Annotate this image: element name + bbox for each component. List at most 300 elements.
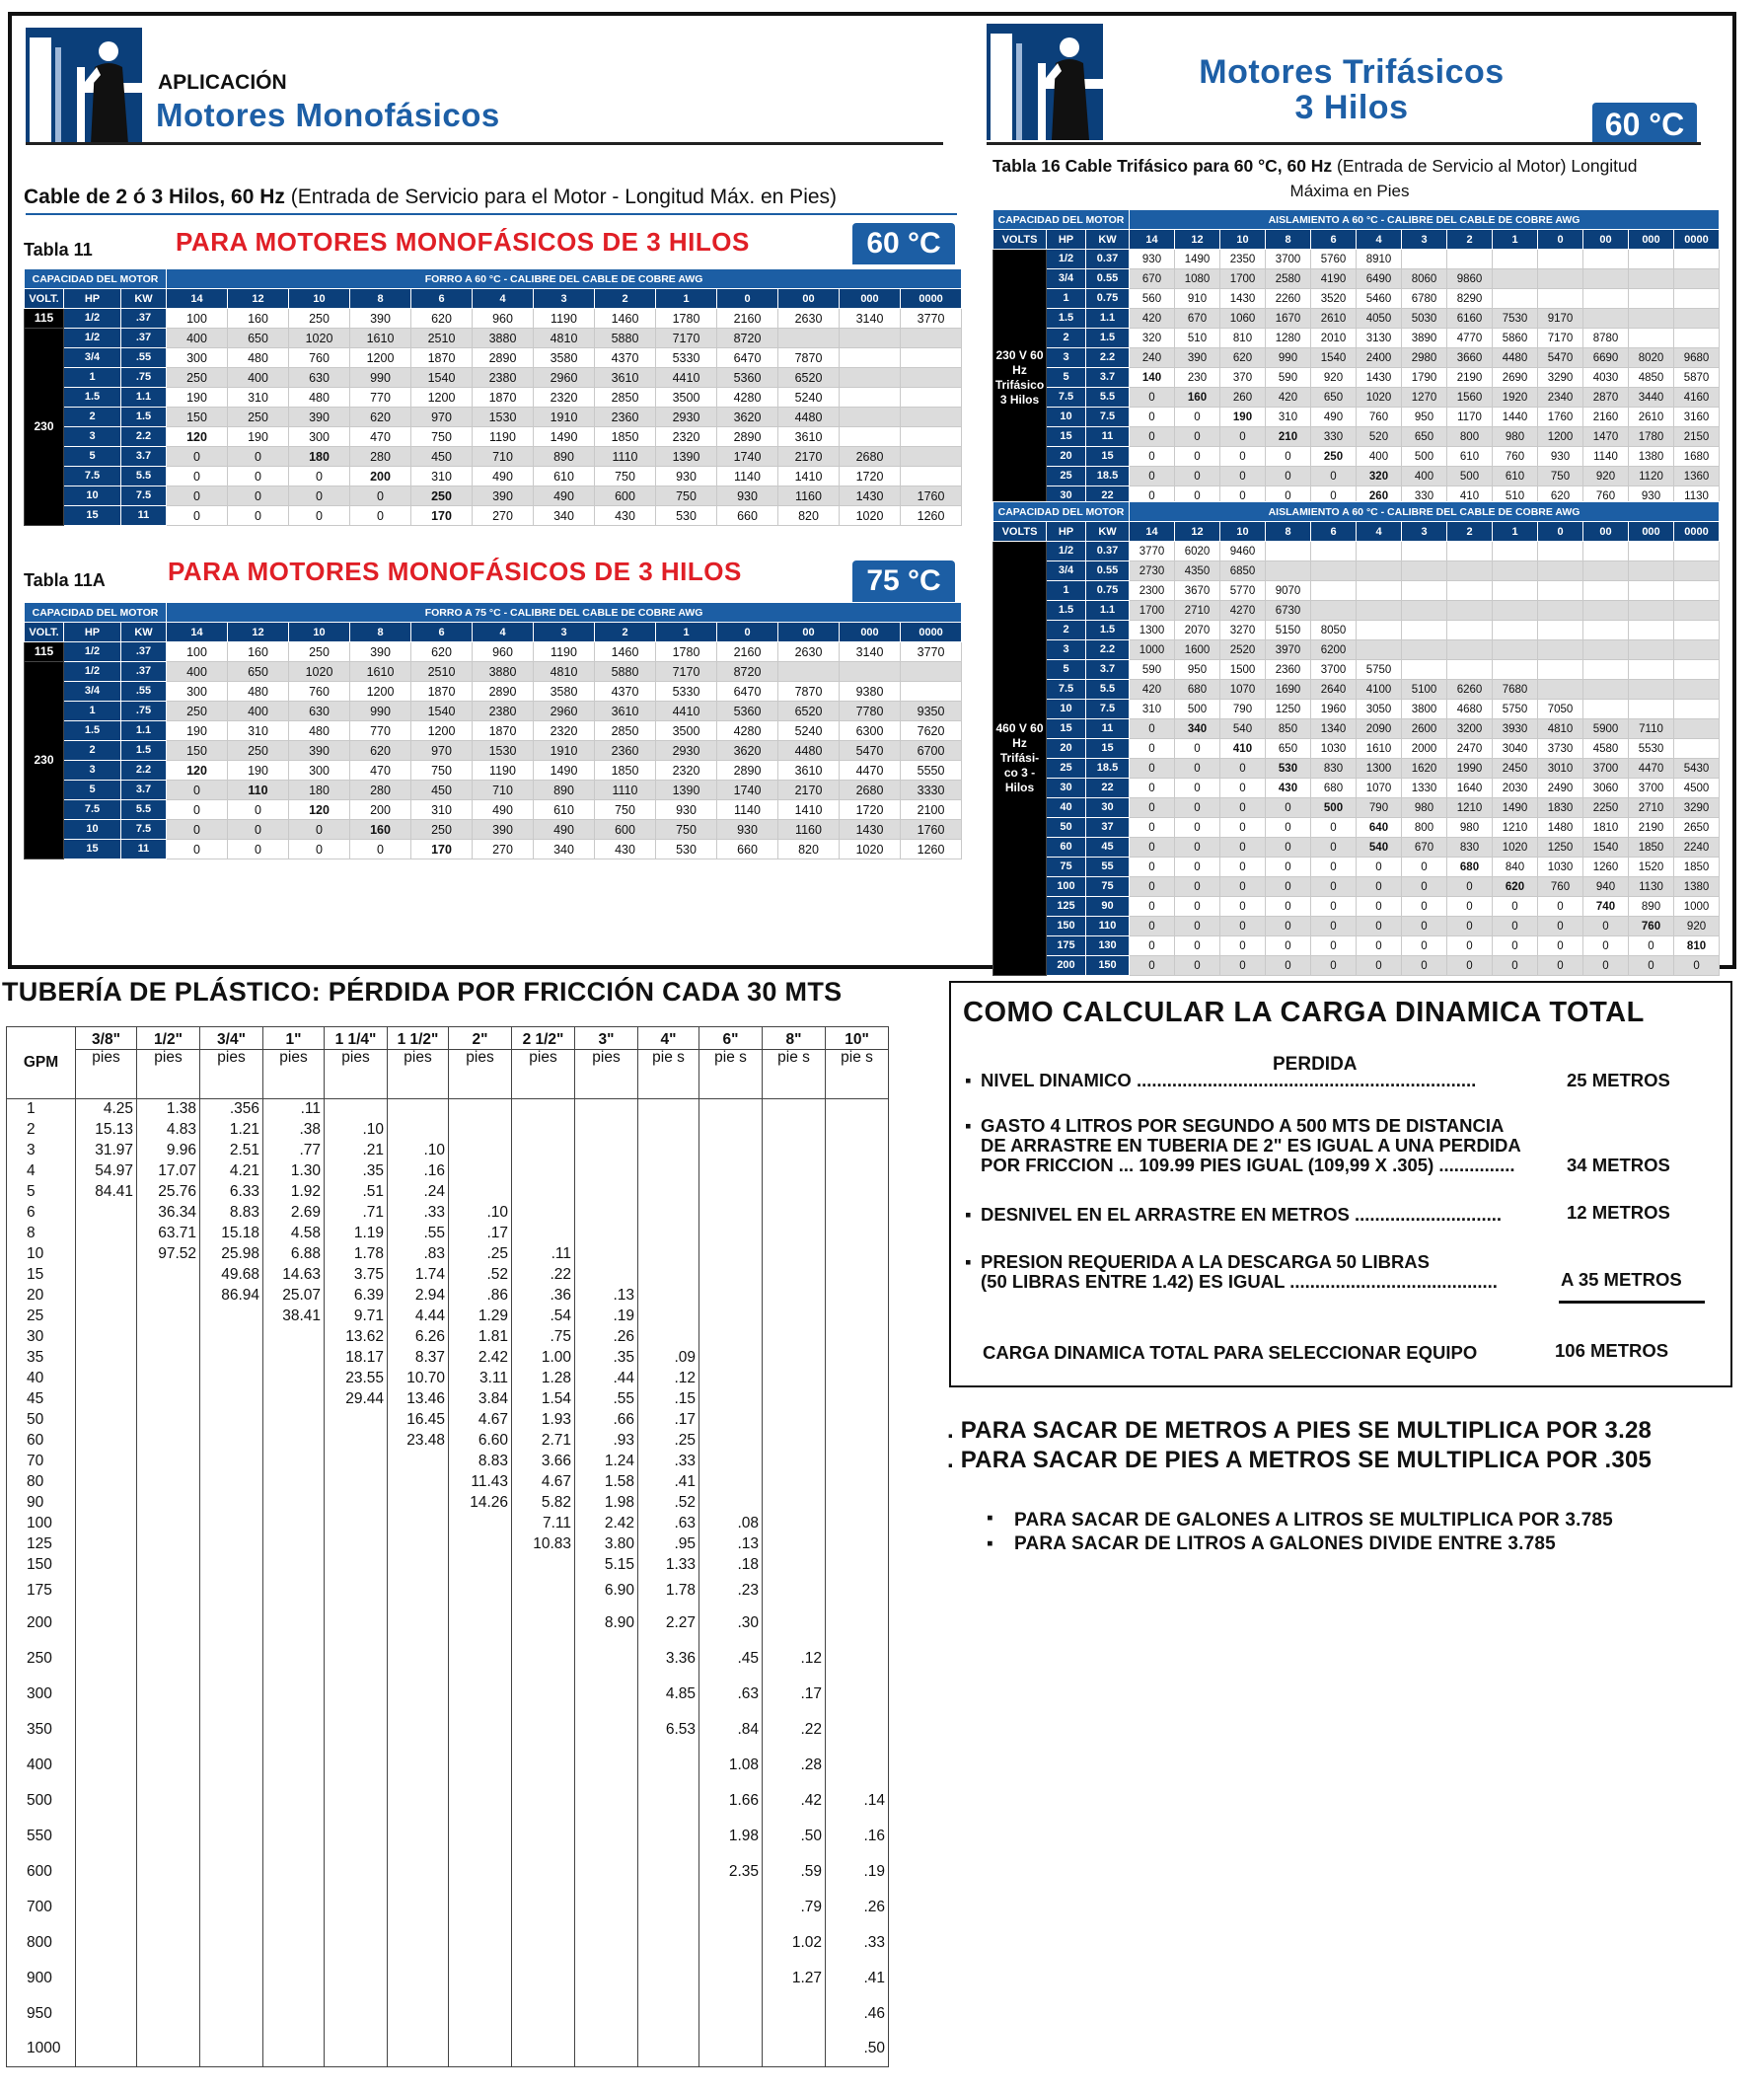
friction-cell: 1.66 <box>699 1783 763 1819</box>
table-cell: 2240 <box>1674 838 1720 858</box>
friction-cell <box>325 1996 388 2032</box>
table-cell: 120 <box>289 800 350 820</box>
table-cell: 0 <box>1130 858 1175 877</box>
friction-cell <box>76 1534 137 1555</box>
table-cell: 2030 <box>1493 779 1538 798</box>
friction-cell <box>76 1819 137 1854</box>
friction-cell <box>575 1203 638 1224</box>
friction-cell <box>263 1348 325 1369</box>
table-cell: 910 <box>1175 289 1220 309</box>
table-cell: 1 <box>1047 289 1086 309</box>
table-cell: 0 <box>167 467 228 486</box>
friction-cell: 1.33 <box>638 1555 699 1576</box>
friction-row <box>7 1307 889 1327</box>
table-cell: 0 <box>1220 838 1266 858</box>
table-cell: 1110 <box>595 447 656 467</box>
friction-cell: 1.98 <box>575 1493 638 1514</box>
table-cell: 400 <box>1402 467 1447 486</box>
table-cell: 2640 <box>1311 680 1357 700</box>
friction-row <box>7 1120 889 1141</box>
friction-cell <box>699 1961 763 1996</box>
friction-cell: 6.88 <box>263 1244 325 1265</box>
table-cell <box>1674 250 1720 269</box>
friction-cell: 200 <box>7 1606 76 1641</box>
friction-cell <box>76 1712 137 1748</box>
friction-cell <box>763 1493 826 1514</box>
table-cell: 3970 <box>1266 640 1311 660</box>
friction-cell: 150 <box>7 1555 76 1576</box>
table-cell: 1160 <box>778 820 840 840</box>
table-cell: 510 <box>1175 329 1220 348</box>
table-cell <box>1538 250 1583 269</box>
table-cell: 1720 <box>840 800 901 820</box>
table-cell: 470 <box>350 427 411 447</box>
friction-cell <box>76 1327 137 1348</box>
table-cell: 3880 <box>473 329 534 348</box>
table-cell: 0 <box>289 820 350 840</box>
table-cell <box>1629 269 1674 289</box>
friction-cell <box>826 1203 889 1224</box>
friction-cell: .18 <box>699 1555 763 1576</box>
table-cell: 410 <box>1447 486 1493 506</box>
table-cell <box>1402 250 1447 269</box>
table-cell: 7110 <box>1629 719 1674 739</box>
table-cell: 2170 <box>778 447 840 467</box>
friction-cell <box>137 1819 200 1854</box>
friction-cell <box>388 1854 449 1890</box>
friction-cell <box>512 1677 575 1712</box>
unit-header: pies <box>263 1050 325 1099</box>
friction-cell <box>76 1224 137 1244</box>
calc-item1: NIVEL DINAMICO ................................................................... <box>981 1070 1477 1090</box>
table-cell: 500 <box>1311 798 1357 818</box>
friction-cell: 6.33 <box>200 1182 263 1203</box>
table-cell: 0 <box>1130 719 1175 739</box>
friction-cell: .84 <box>699 1712 763 1748</box>
table-cell: 22 <box>1086 486 1130 506</box>
pipe-size-header: 1" <box>263 1027 325 1050</box>
column-header: 8 <box>350 289 411 309</box>
friction-cell <box>826 1307 889 1327</box>
table-cell: 1410 <box>778 467 840 486</box>
friction-cell: 2.42 <box>575 1514 638 1534</box>
table-cell: 18.5 <box>1086 467 1130 486</box>
table-cell: 6730 <box>1266 601 1311 621</box>
table-cell: 0 <box>289 486 350 506</box>
friction-cell <box>575 1819 638 1854</box>
table-cell: 7170 <box>656 329 717 348</box>
table-cell <box>1357 621 1402 640</box>
table-cell: 540 <box>1220 719 1266 739</box>
wire-header: AISLAMIENTO A 60 °C - CALIBRE DEL CABLE DE COBRE AWG <box>1130 210 1720 230</box>
table-row <box>25 348 962 368</box>
table-cell: 510 <box>1493 486 1538 506</box>
table-cell: 4050 <box>1357 309 1402 329</box>
table-cell: 1 <box>1047 581 1086 601</box>
table-cell: 340 <box>534 506 595 526</box>
friction-cell <box>76 1961 137 1996</box>
table-cell: 2650 <box>1674 818 1720 838</box>
friction-cell <box>638 1819 699 1854</box>
table-cell <box>1538 640 1583 660</box>
friction-cell <box>137 1576 200 1606</box>
table-cell: 180 <box>289 447 350 467</box>
table-cell: 660 <box>717 840 778 859</box>
table-cell: 320 <box>1357 467 1402 486</box>
friction-cell: .50 <box>826 2032 889 2067</box>
friction-cell <box>325 1641 388 1677</box>
friction-cell <box>263 1854 325 1890</box>
unit-header: pies <box>449 1050 512 1099</box>
table-cell: 2160 <box>717 309 778 329</box>
calc-bullet: ▪ <box>965 1115 972 1136</box>
friction-cell <box>325 1783 388 1819</box>
table-cell: 30 <box>1047 779 1086 798</box>
table-cell <box>1629 309 1674 329</box>
table-cell: 7170 <box>656 662 717 682</box>
friction-row <box>7 1452 889 1472</box>
table-cell: 590 <box>1266 368 1311 388</box>
table-cell <box>778 329 840 348</box>
table-cell: 1780 <box>1629 427 1674 447</box>
table-cell: 2850 <box>595 388 656 408</box>
note-liters-to-gallons: PARA SACAR DE LITROS A GALONES DIVIDE ENTRE 3.785 <box>1014 1533 1556 1554</box>
friction-cell <box>263 1819 325 1854</box>
table-cell: 2630 <box>778 309 840 329</box>
table-cell: 4190 <box>1311 269 1357 289</box>
table-cell: 110 <box>1086 917 1130 936</box>
column-header: 0 <box>717 289 778 309</box>
note-feet-to-meters: . PARA SACAR DE PIES A METROS SE MULTIPLICA POR .305 <box>947 1447 1653 1473</box>
table-cell: 920 <box>1311 368 1357 388</box>
friction-cell: 23.55 <box>325 1369 388 1389</box>
table-cell <box>1493 250 1538 269</box>
table-cell <box>840 368 901 388</box>
friction-cell <box>263 1606 325 1641</box>
table-row <box>25 329 962 348</box>
table-cell: 0 <box>1311 818 1357 838</box>
calc-item1-value: 25 METROS <box>1567 1070 1670 1090</box>
table-cell: 15 <box>64 840 121 859</box>
table-cell: 930 <box>717 486 778 506</box>
friction-cell <box>826 1576 889 1606</box>
friction-cell: 700 <box>7 1890 76 1925</box>
table-cell: 45 <box>1086 838 1130 858</box>
table-cell <box>1447 601 1493 621</box>
table-cell: 0 <box>1447 897 1493 917</box>
table-cell: 0 <box>1175 759 1220 779</box>
table-row <box>993 838 1720 858</box>
table-cell: 1430 <box>840 820 901 840</box>
table-cell: 0 <box>1402 936 1447 956</box>
friction-row <box>7 1514 889 1534</box>
friction-cell: 25 <box>7 1307 76 1327</box>
table-cell <box>1629 621 1674 640</box>
table-cell: 950 <box>1402 408 1447 427</box>
table-cell: 400 <box>1357 447 1402 467</box>
friction-cell <box>76 1854 137 1890</box>
table-cell: 620 <box>1220 348 1266 368</box>
table-cell: 1430 <box>1220 289 1266 309</box>
table-cell: 5330 <box>656 682 717 702</box>
table-cell: 120 <box>167 761 228 781</box>
friction-cell <box>263 1389 325 1410</box>
table-cell: 0 <box>1357 956 1402 976</box>
column-header: 2 <box>595 289 656 309</box>
table-cell: 3620 <box>717 408 778 427</box>
table-row <box>993 759 1720 779</box>
table-cell: 8290 <box>1447 289 1493 309</box>
tri-subtitle-rest: (Entrada de Servicio al Motor) Longitud <box>1332 156 1638 176</box>
table-cell <box>901 662 962 682</box>
volt-cell: 230 <box>25 329 64 526</box>
table-cell: 2870 <box>1583 388 1629 408</box>
friction-cell <box>763 1389 826 1410</box>
friction-cell <box>388 1961 449 1996</box>
table-cell: 5100 <box>1402 680 1447 700</box>
table-16-460v <box>992 501 1720 976</box>
friction-cell <box>699 1286 763 1307</box>
table-cell: 250 <box>228 741 289 761</box>
table-cell: 3670 <box>1175 581 1220 601</box>
friction-cell <box>826 1677 889 1712</box>
table-cell: 3 <box>1047 640 1086 660</box>
table-cell: 2320 <box>656 761 717 781</box>
friction-cell <box>512 1961 575 1996</box>
table-cell: 3/4 <box>1047 269 1086 289</box>
table-cell: 250 <box>411 820 473 840</box>
friction-row <box>7 1493 889 1514</box>
tri-subtitle <box>992 156 1638 177</box>
table-cell: 810 <box>1674 936 1720 956</box>
table-row <box>993 368 1720 388</box>
table-cell: 0 <box>1538 917 1583 936</box>
table-row <box>993 936 1720 956</box>
friction-cell <box>449 1925 512 1961</box>
table-cell: 125 <box>1047 897 1086 917</box>
divider <box>26 142 943 145</box>
table-cell: 1070 <box>1357 779 1402 798</box>
table-cell: 0 <box>1357 936 1402 956</box>
calc-bullet: ▪ <box>965 1251 972 1272</box>
table-cell: 2 <box>64 408 121 427</box>
divider <box>26 213 957 215</box>
friction-cell: 1.81 <box>449 1327 512 1348</box>
table-cell: 750 <box>595 467 656 486</box>
table-cell: 1490 <box>534 761 595 781</box>
table-cell: 1210 <box>1493 818 1538 838</box>
column-header: 8 <box>1266 522 1311 542</box>
table-cell: 6470 <box>717 348 778 368</box>
table-cell: 3 <box>64 427 121 447</box>
friction-cell: 1.38 <box>137 1099 200 1120</box>
friction-cell: 1.08 <box>699 1748 763 1783</box>
friction-cell <box>76 1307 137 1327</box>
table-cell <box>901 447 962 467</box>
friction-cell <box>826 1606 889 1641</box>
friction-cell: 800 <box>7 1925 76 1961</box>
table-cell: 3 <box>1047 348 1086 368</box>
friction-cell <box>449 1141 512 1161</box>
table-cell <box>901 348 962 368</box>
table-cell: 2360 <box>595 741 656 761</box>
column-header: 1 <box>656 289 717 309</box>
friction-cell: 29.44 <box>325 1389 388 1410</box>
friction-row <box>7 1925 889 1961</box>
note-meters-to-feet: . PARA SACAR DE METROS A PIES SE MULTIPLICA POR 3.28 <box>947 1417 1653 1444</box>
table-cell: 2690 <box>1493 368 1538 388</box>
friction-cell: 84.41 <box>76 1182 137 1203</box>
column-header: 6 <box>1311 230 1357 250</box>
friction-cell: 4.25 <box>76 1099 137 1120</box>
friction-cell <box>699 1431 763 1452</box>
friction-cell: 90 <box>7 1493 76 1514</box>
table-cell: 1870 <box>473 721 534 741</box>
table-cell <box>1629 289 1674 309</box>
table-cell: 0 <box>1175 858 1220 877</box>
table-cell: 760 <box>289 682 350 702</box>
friction-cell <box>76 1410 137 1431</box>
table-cell: 1340 <box>1311 719 1357 739</box>
table-cell: 670 <box>1175 309 1220 329</box>
table-row <box>25 820 962 840</box>
table-cell: 30 <box>1047 486 1086 506</box>
friction-cell: .83 <box>388 1244 449 1265</box>
column-header: 1 <box>1493 522 1538 542</box>
column-header: VOLT. <box>25 623 64 642</box>
table-cell <box>901 682 962 702</box>
column-header: 0000 <box>1674 230 1720 250</box>
table-cell: 2000 <box>1402 739 1447 759</box>
friction-row <box>7 1099 889 1120</box>
table-cell: 1380 <box>1674 877 1720 897</box>
table-cell: 0 <box>1311 877 1357 897</box>
table-cell: 5470 <box>1538 348 1583 368</box>
cap-header: CAPACIDAD DEL MOTOR <box>993 210 1130 230</box>
tri-subtitle-line2: Máxima en Pies <box>1289 182 1410 200</box>
friction-cell: .356 <box>200 1099 263 1120</box>
friction-cell <box>263 1514 325 1534</box>
table-cell: 200 <box>1047 956 1086 976</box>
friction-cell: .25 <box>449 1244 512 1265</box>
column-header: 1 <box>656 623 717 642</box>
friction-cell: 38.41 <box>263 1307 325 1327</box>
friction-cell <box>200 1748 263 1783</box>
table-cell: 750 <box>1538 467 1583 486</box>
table-cell: 0 <box>1583 956 1629 976</box>
table-cell: 0 <box>1175 427 1220 447</box>
table-cell: 0 <box>1493 897 1538 917</box>
friction-cell <box>512 1890 575 1925</box>
table-cell: 430 <box>1266 779 1311 798</box>
table-cell: 310 <box>411 800 473 820</box>
friction-cell: .42 <box>763 1783 826 1819</box>
friction-row <box>7 1369 889 1389</box>
table-cell: 0 <box>1266 838 1311 858</box>
table-cell: 240 <box>1130 348 1175 368</box>
friction-cell <box>200 1996 263 2032</box>
friction-cell <box>263 1369 325 1389</box>
friction-row <box>7 1819 889 1854</box>
table-cell: 490 <box>534 820 595 840</box>
friction-row <box>7 1606 889 1641</box>
table-cell: 0 <box>1538 897 1583 917</box>
table-cell: 6520 <box>778 702 840 721</box>
table-cell: 3270 <box>1220 621 1266 640</box>
table-cell: 10 <box>1047 700 1086 719</box>
table-cell: 0 <box>1447 917 1493 936</box>
table-cell <box>1447 660 1493 680</box>
table-cell: 1280 <box>1266 329 1311 348</box>
friction-cell: .93 <box>575 1431 638 1452</box>
friction-cell: 63.71 <box>137 1224 200 1244</box>
table-cell: 2380 <box>473 368 534 388</box>
table-cell: 4410 <box>656 368 717 388</box>
table-cell: 6200 <box>1311 640 1357 660</box>
table-row <box>993 309 1720 329</box>
table-cell: 1850 <box>595 761 656 781</box>
friction-cell: .59 <box>763 1854 826 1890</box>
table-cell: 0 <box>1130 779 1175 798</box>
friction-cell <box>200 1389 263 1410</box>
table-cell: 0 <box>1357 917 1402 936</box>
calc-item2-l3: POR FRICCION ... 109.99 PIES IGUAL (109,99 X .305) ............... <box>981 1155 1515 1175</box>
table-cell: 3500 <box>656 388 717 408</box>
table-cell: 830 <box>1447 838 1493 858</box>
friction-cell: 50 <box>7 1410 76 1431</box>
table-cell: 3160 <box>1674 408 1720 427</box>
table-cell: 5750 <box>1357 660 1402 680</box>
table-cell: 0 <box>228 486 289 506</box>
friction-row <box>7 1141 889 1161</box>
table-cell: 1000 <box>1674 897 1720 917</box>
table-cell <box>1538 601 1583 621</box>
friction-row <box>7 1161 889 1182</box>
table-cell <box>1266 561 1311 581</box>
table-cell: 0 <box>1311 838 1357 858</box>
table-cell: 1/2 <box>1047 250 1086 269</box>
friction-row <box>7 1224 889 1244</box>
friction-cell <box>263 1410 325 1431</box>
friction-cell: .16 <box>388 1161 449 1182</box>
table-cell: 2890 <box>473 348 534 368</box>
friction-cell <box>200 1514 263 1534</box>
friction-cell <box>826 1748 889 1783</box>
size-header-row <box>7 1027 889 1050</box>
friction-cell: .54 <box>512 1307 575 1327</box>
table-cell <box>1538 660 1583 680</box>
friction-cell <box>638 1961 699 1996</box>
table-cell: 4270 <box>1220 601 1266 621</box>
table-cell: 2320 <box>656 427 717 447</box>
table-cell: 260 <box>1220 388 1266 408</box>
table-cell: 930 <box>656 467 717 486</box>
table-cell: 430 <box>595 840 656 859</box>
friction-cell <box>512 1099 575 1120</box>
table-cell: 1020 <box>840 506 901 526</box>
friction-cell <box>76 1890 137 1925</box>
table-row <box>993 388 1720 408</box>
friction-cell <box>826 1431 889 1452</box>
table-cell <box>901 408 962 427</box>
friction-cell <box>449 1783 512 1819</box>
table-cell: 1460 <box>595 642 656 662</box>
table-cell: 680 <box>1447 858 1493 877</box>
mono-title: Motores Monofásicos <box>156 97 500 133</box>
table-cell: 1 <box>64 702 121 721</box>
friction-cell: 4.44 <box>388 1307 449 1327</box>
friction-cell <box>638 1783 699 1819</box>
